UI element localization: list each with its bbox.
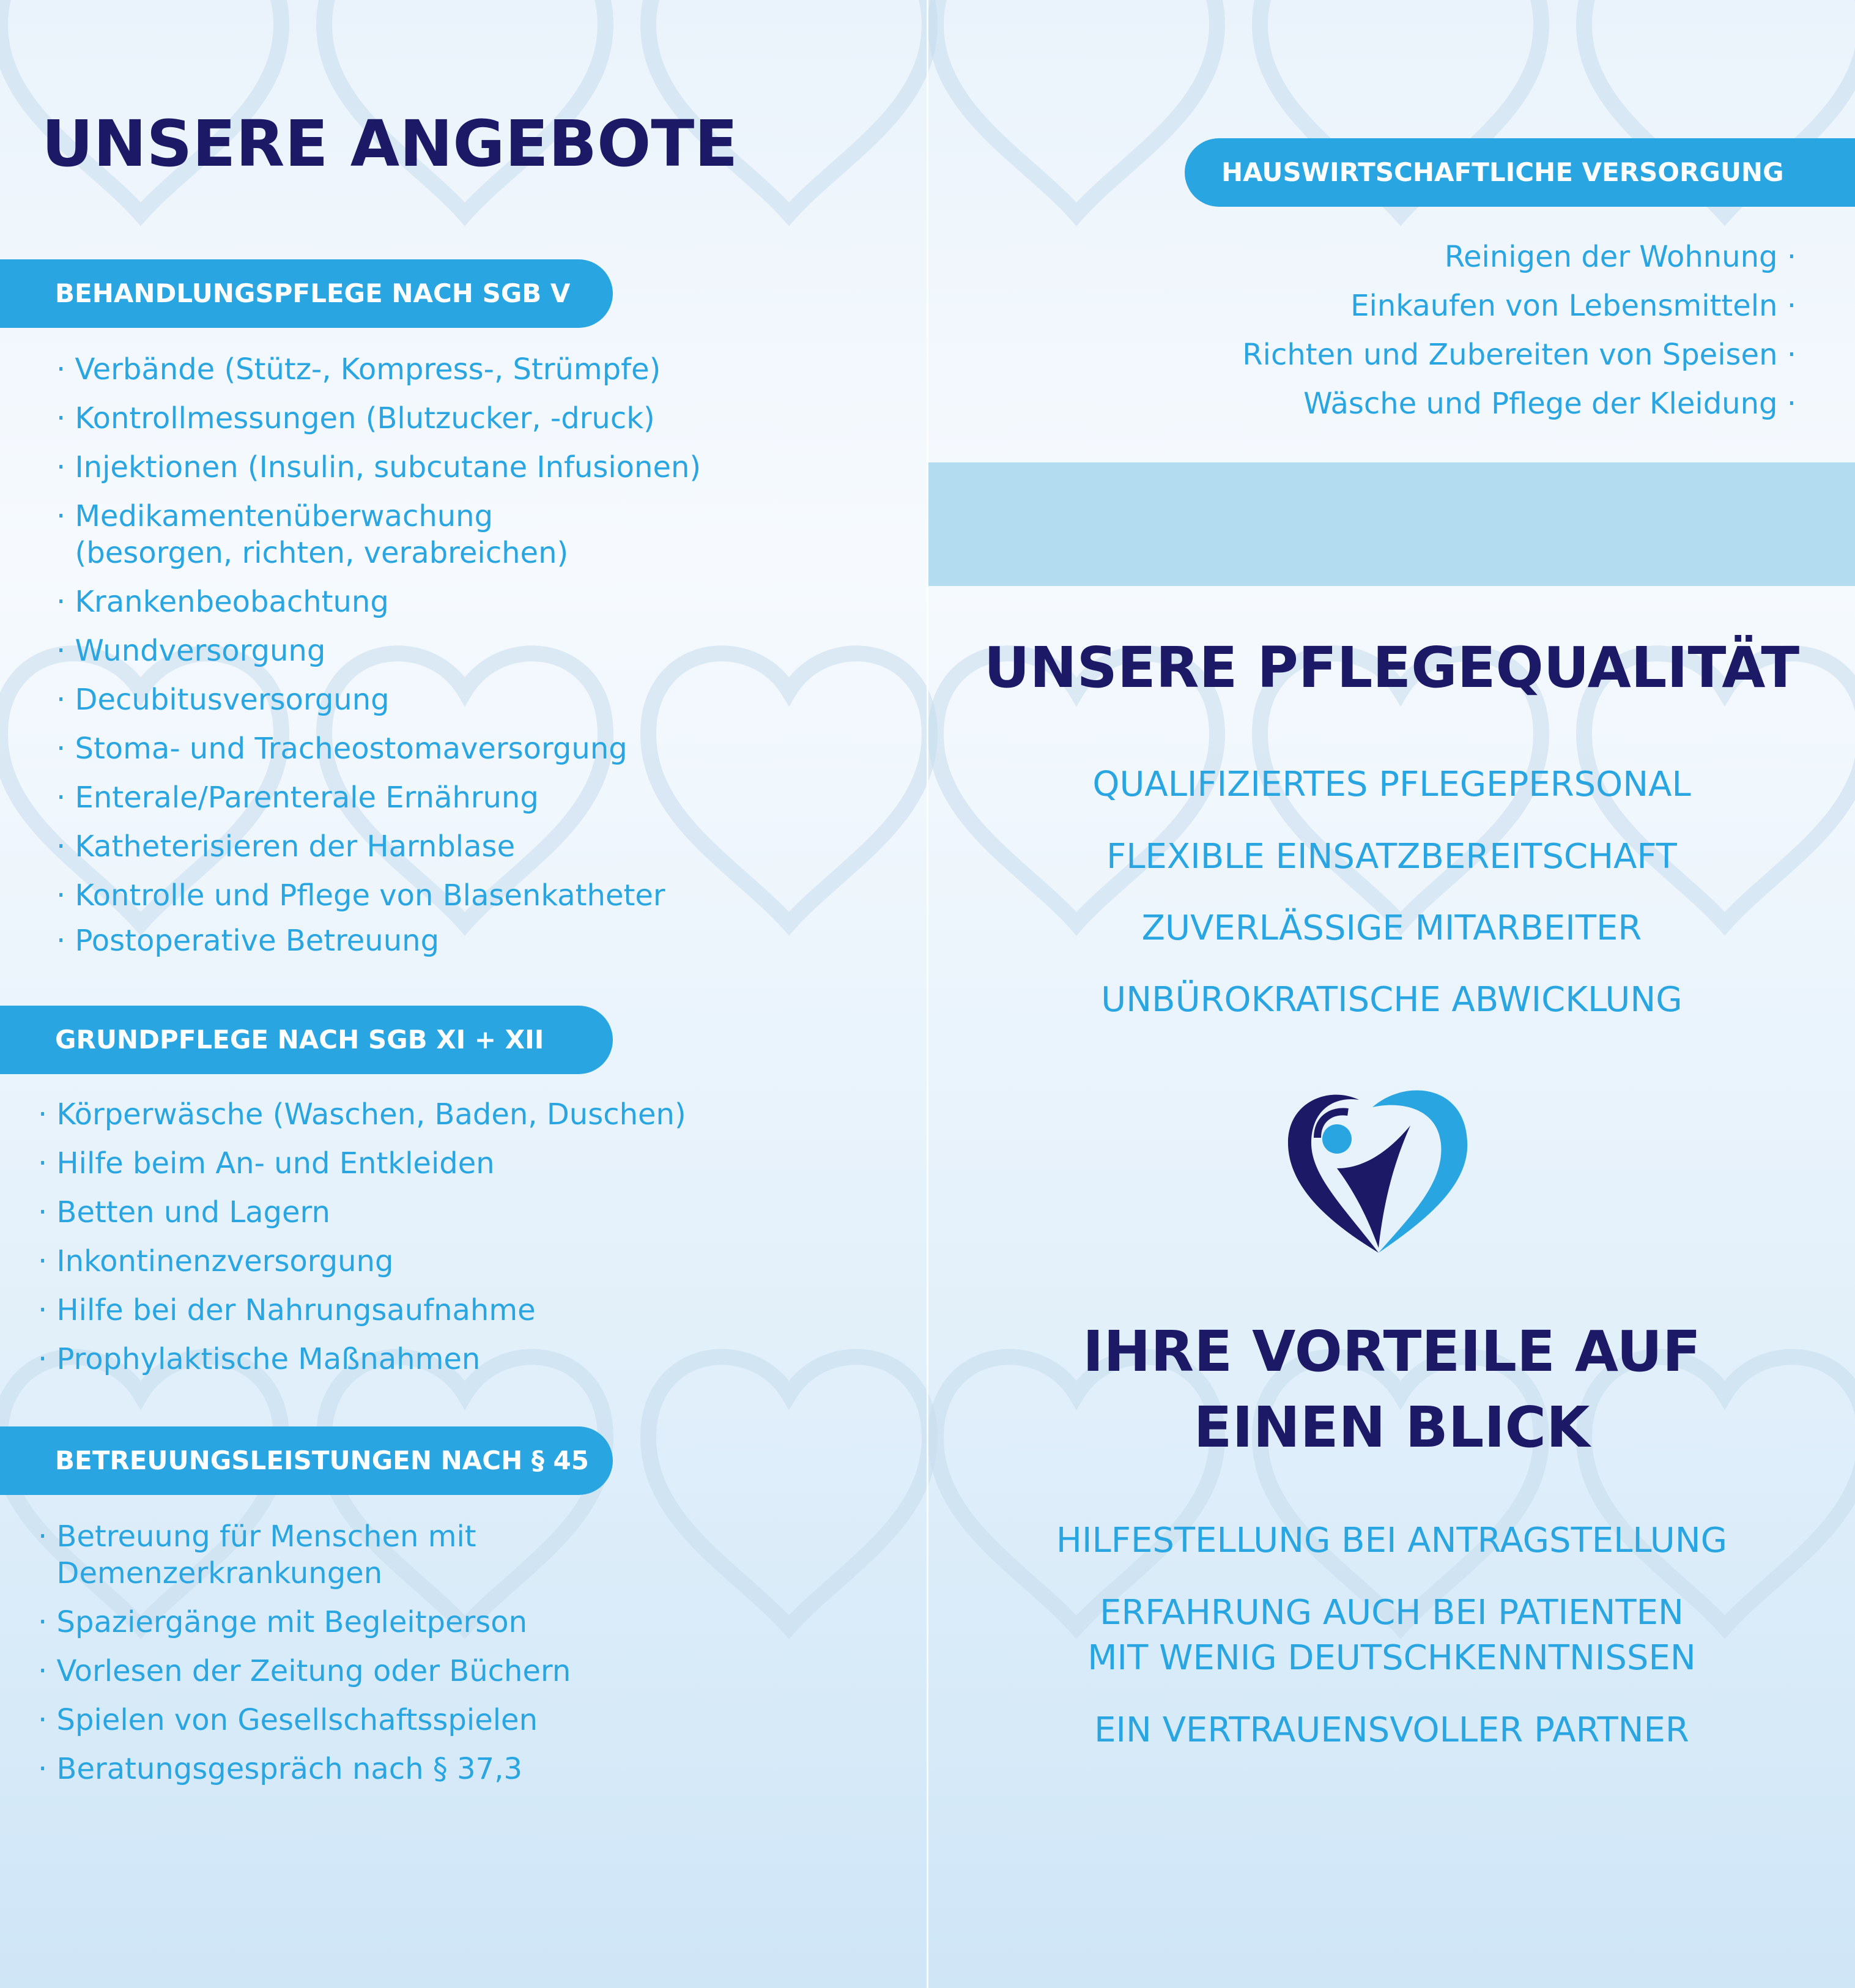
list-item: Wäsche und Pflege der Kleidung · — [1303, 387, 1796, 421]
list-item: · Hilfe beim An- und Entkleiden — [38, 1146, 495, 1181]
benefit-item: HILFESTELLUNG BEI ANTRAGSTELLUNG — [1056, 1521, 1728, 1560]
benefit-item: EIN VERTRAUENSVOLLER PARTNER — [1094, 1710, 1689, 1750]
list-item: Demenzerkrankungen — [38, 1556, 383, 1590]
benefits-title — [928, 1314, 1855, 1466]
basic-care-list — [38, 1090, 686, 1384]
list-item: · Enterale/Parenterale Ernährung — [56, 781, 539, 815]
benefit-item: MIT WENIG DEUTSCHKENNTNISSEN — [1087, 1638, 1696, 1678]
quality-item: QUALIFIZIERTES PFLEGEPERSONAL — [1092, 765, 1691, 804]
list-item: · Injektionen (Insulin, subcutane Infusionen) — [56, 450, 702, 484]
list-item: · Verbände (Stütz-, Kompress-, Strümpfe) — [56, 352, 661, 387]
section-pill-support: BETREUUNGSLEISTUNGEN NACH § 45 — [0, 1426, 613, 1495]
list-item: · Prophylaktische Maßnahmen — [38, 1342, 481, 1376]
benefits-title-line1: IHRE VORTEILE AUF — [1083, 1319, 1701, 1384]
housekeeping-list — [1242, 232, 1796, 428]
quality-title: UNSERE PFLEGEQUALITÄT — [983, 635, 1800, 700]
support-list — [38, 1512, 571, 1793]
list-item: Reinigen der Wohnung · — [1444, 240, 1796, 274]
list-item: Einkaufen von Lebensmitteln · — [1350, 289, 1796, 323]
list-item: · Körperwäsche (Waschen, Baden, Duschen) — [38, 1097, 686, 1132]
heart-person-icon — [1281, 1083, 1476, 1260]
list-item: · Spaziergänge mit Begleitperson — [38, 1605, 528, 1639]
benefits-title-line2: EINEN BLICK — [1193, 1395, 1590, 1460]
list-item: · Postoperative Betreuung — [56, 924, 440, 958]
section-pill-housekeeping: HAUSWIRTSCHAFTLICHE VERSORGUNG — [1185, 138, 1855, 207]
quality-item: FLEXIBLE EINSATZBEREITSCHAFT — [1106, 837, 1677, 877]
list-item: · Decubitusversorgung — [56, 683, 390, 717]
section-pill-treatment: BEHANDLUNGSPFLEGE NACH SGB V — [0, 259, 613, 328]
list-item: · Betreuung für Menschen mit — [38, 1519, 476, 1554]
list-item: · Krankenbeobachtung — [56, 585, 389, 619]
treatment-list — [56, 345, 701, 965]
quality-item: ZUVERLÄSSIGE MITARBEITER — [1141, 908, 1642, 948]
list-item: · Vorlesen der Zeitung oder Büchern — [38, 1654, 571, 1688]
benefit-item: ERFAHRUNG AUCH BEI PATIENTEN — [1100, 1593, 1684, 1633]
decorative-band — [928, 462, 1855, 586]
list-item: · Katheterisieren der Harnblase — [56, 829, 516, 864]
list-item: · Wundversorgung — [56, 634, 326, 668]
offers-title: UNSERE ANGEBOTE — [42, 106, 738, 181]
list-item: · Kontrolle und Pflege von Blasenkatheter — [56, 878, 665, 913]
list-item: · Beratungsgespräch nach § 37,3 — [38, 1752, 522, 1786]
list-item: · Inkontinenzversorgung — [38, 1244, 394, 1278]
quality-item: UNBÜROKRATISCHE ABWICKLUNG — [1101, 980, 1683, 1020]
list-item: · Medikamentenüberwachung — [56, 499, 494, 533]
list-item: · Stoma- und Tracheostomaversorgung — [56, 732, 628, 766]
section-pill-basic-care: GRUNDPFLEGE NACH SGB XI + XII — [0, 1006, 613, 1074]
list-item: · Kontrollmessungen (Blutzucker, -druck) — [56, 401, 655, 436]
list-item: Richten und Zubereiten von Speisen · — [1242, 338, 1796, 372]
list-item: · Hilfe bei der Nahrungsaufnahme — [38, 1293, 536, 1327]
list-item: (besorgen, richten, verabreichen) — [56, 536, 569, 570]
list-item: · Betten und Lagern — [38, 1195, 330, 1230]
list-item: · Spielen von Gesellschaftsspielen — [38, 1703, 538, 1737]
